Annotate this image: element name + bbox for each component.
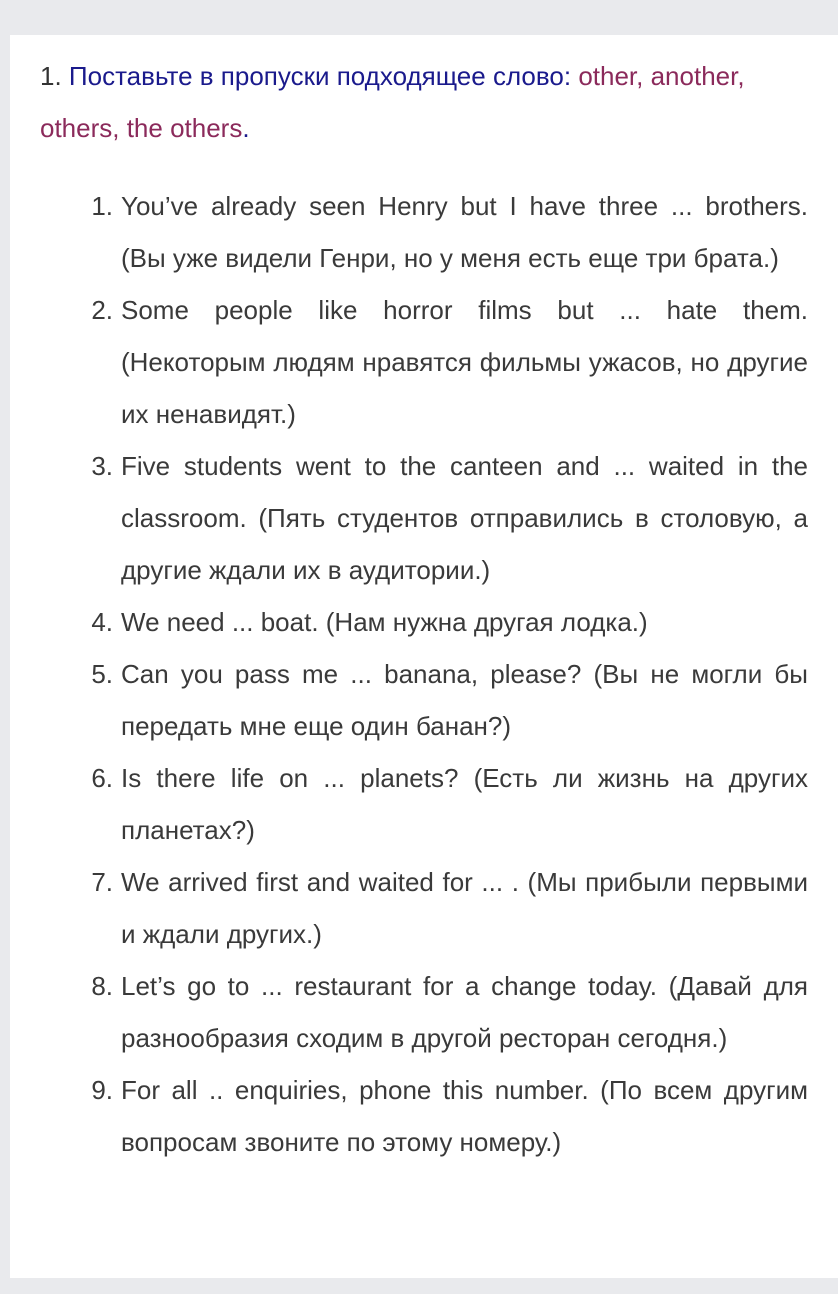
task-end-punctuation: . — [242, 113, 250, 143]
item-number: 2. — [91, 295, 113, 325]
item-number: 6. — [91, 763, 113, 793]
task-word-options: other, another, others, the others — [40, 61, 745, 143]
list-item — [76, 284, 808, 440]
list-item — [76, 596, 808, 648]
item-number: 5. — [91, 659, 113, 689]
item-text: For all .. enquiries, phone this number. (По всем другим вопросам звоните по этому номеру.) — [121, 1075, 808, 1157]
item-number: 4. — [91, 607, 113, 637]
exercise-list — [76, 180, 808, 1168]
task-instruction: Поставьте в пропуски подходящее слово: — [68, 61, 572, 91]
item-number: 7. — [91, 867, 113, 897]
list-item — [76, 648, 808, 752]
item-text: Can you pass me ... banana, please? (Вы не могли бы передать мне еще один банан?) — [121, 659, 808, 741]
item-text: You’ve already seen Henry but I have three ... brothers. (Вы уже видели Генри, но у меня есть еще три брата.) — [121, 191, 808, 273]
exercise-heading — [40, 50, 810, 154]
item-text: Let’s go to ... restaurant for a change today. (Давай для разнообразия сходим в другой ресторан сегодня.) — [121, 971, 808, 1053]
exercise-card — [10, 35, 838, 1278]
item-text: We need ... boat. (Нам нужна другая лодка.) — [121, 607, 648, 637]
item-text: Some people like horror films but ... hate them. (Некоторым людям нравятся фильмы ужасов, но другие их ненавидят.) — [121, 295, 808, 429]
item-text: Five students went to the canteen and ... waited in the classroom. (Пять студентов отправились в столовую, а другие ждали их в аудитории.) — [121, 451, 808, 585]
task-number: 1. — [40, 61, 62, 91]
list-item — [76, 752, 808, 856]
list-item — [76, 440, 808, 596]
item-text: We arrived first and waited for ... . (Мы прибыли первыми и ждали других.) — [121, 867, 808, 949]
list-item — [76, 180, 808, 284]
item-number: 1. — [91, 191, 113, 221]
list-item — [76, 1064, 808, 1168]
item-text: Is there life on ... planets? (Есть ли жизнь на других планетах?) — [121, 763, 808, 845]
list-item — [76, 960, 808, 1064]
item-number: 3. — [91, 451, 113, 481]
item-number: 8. — [91, 971, 113, 1001]
list-item — [76, 856, 808, 960]
item-number: 9. — [91, 1075, 113, 1105]
